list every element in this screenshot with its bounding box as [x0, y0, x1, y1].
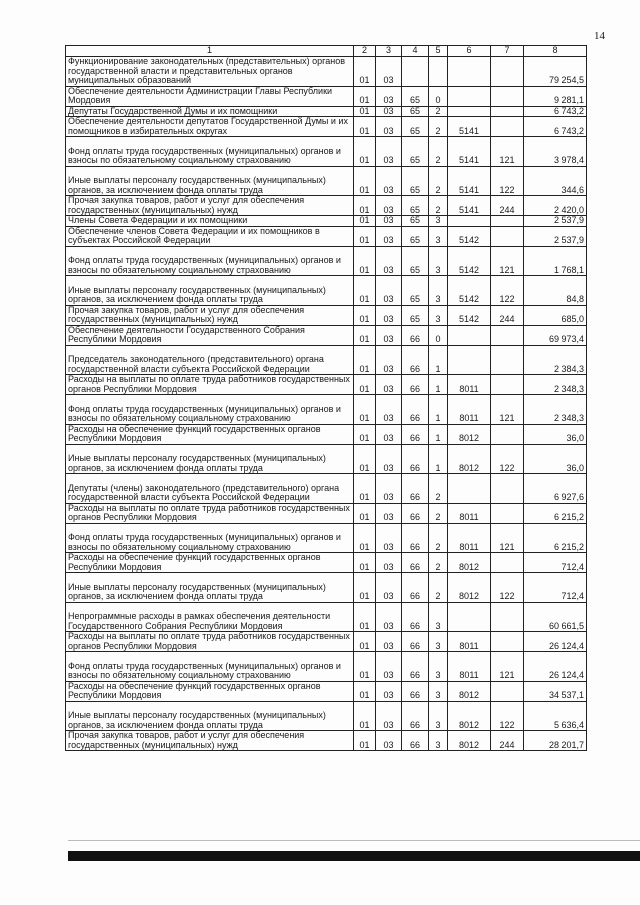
table-row — [66, 166, 587, 196]
section-code-cell: 01 — [354, 305, 376, 325]
program-code-cell: 65 — [402, 246, 429, 276]
program-code-cell: 65 — [402, 106, 429, 117]
table-row — [66, 681, 587, 701]
section-code-cell: 01 — [354, 345, 376, 375]
expense-type-cell: 122 — [491, 444, 524, 474]
amount-cell: 79 254,5 — [524, 57, 587, 87]
row-name-cell: Депутаты Государственной Думы и их помощники — [66, 106, 354, 117]
subsection-code-cell: 03 — [376, 632, 402, 652]
amount-cell: 6 927,6 — [524, 474, 587, 504]
subsection-code-cell: 03 — [376, 474, 402, 504]
row-name-cell: Иные выплаты персоналу государственных (муниципальных) органов, за исключением фонда оплаты труда — [66, 701, 354, 731]
page-number: 14 — [594, 30, 605, 42]
subprogram-code-cell: 3 — [429, 731, 448, 751]
expense-article-cell — [448, 325, 491, 345]
subprogram-code-cell — [429, 57, 448, 87]
program-code-cell: 66 — [402, 474, 429, 504]
expense-type-cell — [491, 553, 524, 573]
subsection-code-cell: 03 — [376, 652, 402, 682]
section-code-cell: 01 — [354, 731, 376, 751]
subprogram-code-cell: 2 — [429, 474, 448, 504]
section-code-cell: 01 — [354, 424, 376, 444]
subprogram-code-cell: 3 — [429, 246, 448, 276]
subprogram-code-cell: 3 — [429, 276, 448, 306]
subprogram-code-cell: 3 — [429, 701, 448, 731]
row-name-cell: Расходы на выплаты по оплате труда работников государственных органов Республики Мордовия — [66, 632, 354, 652]
expense-type-cell: 244 — [491, 305, 524, 325]
row-name-cell: Непрограммные расходы в рамках обеспечения деятельности Государственного Собрания Республики Мордовия — [66, 602, 354, 632]
program-code-cell: 65 — [402, 166, 429, 196]
subsection-code-cell: 03 — [376, 444, 402, 474]
subprogram-code-cell: 2 — [429, 553, 448, 573]
expense-type-cell: 121 — [491, 137, 524, 167]
row-name-cell: Расходы на обеспечение функций государственных органов Республики Мордовия — [66, 681, 354, 701]
section-code-cell: 01 — [354, 602, 376, 632]
subsection-code-cell: 03 — [376, 196, 402, 216]
amount-cell: 2 384,3 — [524, 345, 587, 375]
expense-type-cell: 244 — [491, 196, 524, 216]
amount-cell: 6 215,2 — [524, 523, 587, 553]
table-row — [66, 325, 587, 345]
section-code-cell: 01 — [354, 166, 376, 196]
program-code-cell: 65 — [402, 276, 429, 306]
table-row — [66, 246, 587, 276]
subprogram-code-cell: 0 — [429, 86, 448, 106]
expense-type-cell — [491, 681, 524, 701]
table-row — [66, 117, 587, 137]
expense-article-cell: 5142 — [448, 246, 491, 276]
table-row — [66, 305, 587, 325]
subsection-code-cell: 03 — [376, 375, 402, 395]
row-name-cell: Иные выплаты персоналу государственных (муниципальных) органов, за исключением фонда оплаты труда — [66, 573, 354, 603]
amount-cell: 712,4 — [524, 573, 587, 603]
row-name-cell: Расходы на обеспечение функций государственных органов Республики Мордовия — [66, 553, 354, 573]
amount-cell: 6 215,2 — [524, 503, 587, 523]
expense-article-cell: 8011 — [448, 652, 491, 682]
row-name-cell: Иные выплаты персоналу государственных (муниципальных) органов, за исключением фонда оплаты труда — [66, 444, 354, 474]
program-code-cell: 66 — [402, 731, 429, 751]
subsection-code-cell: 03 — [376, 573, 402, 603]
section-code-cell: 01 — [354, 106, 376, 117]
subprogram-code-cell: 2 — [429, 573, 448, 603]
row-name-cell: Обеспечение деятельности депутатов Государственной Думы и их помощников в избирательных округах — [66, 117, 354, 137]
table-row — [66, 474, 587, 504]
subsection-code-cell: 03 — [376, 86, 402, 106]
subsection-code-cell: 03 — [376, 246, 402, 276]
program-code-cell: 66 — [402, 602, 429, 632]
subsection-code-cell: 03 — [376, 395, 402, 425]
table-row — [66, 216, 587, 227]
table-row — [66, 57, 587, 87]
column-header: 6 — [448, 46, 491, 57]
subprogram-code-cell: 0 — [429, 325, 448, 345]
subprogram-code-cell: 2 — [429, 166, 448, 196]
expense-article-cell: 8011 — [448, 375, 491, 395]
expense-article-cell — [448, 86, 491, 106]
amount-cell: 2 348,3 — [524, 395, 587, 425]
expense-type-cell: 244 — [491, 731, 524, 751]
subsection-code-cell: 03 — [376, 345, 402, 375]
subprogram-code-cell: 3 — [429, 681, 448, 701]
amount-cell: 26 124,4 — [524, 632, 587, 652]
program-code-cell — [402, 57, 429, 87]
expense-type-cell: 122 — [491, 276, 524, 306]
program-code-cell: 66 — [402, 444, 429, 474]
row-name-cell: Прочая закупка товаров, работ и услуг для обеспечения государственных (муниципальных) нужд — [66, 731, 354, 751]
table-row — [66, 731, 587, 751]
subsection-code-cell: 03 — [376, 602, 402, 632]
section-code-cell: 01 — [354, 681, 376, 701]
subprogram-code-cell: 2 — [429, 106, 448, 117]
section-code-cell: 01 — [354, 226, 376, 246]
subprogram-code-cell: 3 — [429, 632, 448, 652]
amount-cell: 2 420,0 — [524, 196, 587, 216]
expense-type-cell — [491, 503, 524, 523]
expense-type-cell: 121 — [491, 395, 524, 425]
column-header: 1 — [66, 46, 354, 57]
table-header-row — [66, 46, 587, 57]
table-row — [66, 602, 587, 632]
program-code-cell: 66 — [402, 325, 429, 345]
expense-article-cell: 8012 — [448, 573, 491, 603]
row-name-cell: Обеспечение членов Совета Федерации и их помощников в субъектах Российской Федерации — [66, 226, 354, 246]
expense-article-cell — [448, 216, 491, 227]
section-code-cell: 01 — [354, 503, 376, 523]
column-header: 7 — [491, 46, 524, 57]
table-row — [66, 553, 587, 573]
subprogram-code-cell: 1 — [429, 444, 448, 474]
subsection-code-cell: 03 — [376, 681, 402, 701]
column-header: 2 — [354, 46, 376, 57]
amount-cell: 6 743,2 — [524, 117, 587, 137]
table-row — [66, 632, 587, 652]
table-row — [66, 573, 587, 603]
subprogram-code-cell: 3 — [429, 305, 448, 325]
amount-cell: 9 281,1 — [524, 86, 587, 106]
section-code-cell: 01 — [354, 395, 376, 425]
expense-type-cell: 122 — [491, 573, 524, 603]
expense-article-cell: 8012 — [448, 424, 491, 444]
amount-cell: 2 537,9 — [524, 226, 587, 246]
row-name-cell: Фонд оплаты труда государственных (муниципальных) органов и взносы по обязательному социальному страхованию — [66, 523, 354, 553]
row-name-cell: Расходы на обеспечение функций государственных органов Республики Мордовия — [66, 424, 354, 444]
amount-cell: 1 768,1 — [524, 246, 587, 276]
subsection-code-cell: 03 — [376, 325, 402, 345]
expense-article-cell: 5142 — [448, 305, 491, 325]
expense-article-cell: 5141 — [448, 196, 491, 216]
section-code-cell: 01 — [354, 196, 376, 216]
section-code-cell: 01 — [354, 246, 376, 276]
expense-article-cell: 8011 — [448, 523, 491, 553]
section-code-cell: 01 — [354, 523, 376, 553]
amount-cell: 36,0 — [524, 444, 587, 474]
section-code-cell: 01 — [354, 553, 376, 573]
expense-article-cell — [448, 57, 491, 87]
table-row — [66, 523, 587, 553]
expense-type-cell — [491, 474, 524, 504]
subprogram-code-cell: 1 — [429, 375, 448, 395]
section-code-cell: 01 — [354, 325, 376, 345]
expense-type-cell — [491, 57, 524, 87]
subsection-code-cell: 03 — [376, 57, 402, 87]
row-name-cell: Фонд оплаты труда государственных (муниципальных) органов и взносы по обязательному социальному страхованию — [66, 652, 354, 682]
expense-type-cell — [491, 375, 524, 395]
program-code-cell: 65 — [402, 216, 429, 227]
section-code-cell: 01 — [354, 375, 376, 395]
expense-article-cell: 8012 — [448, 444, 491, 474]
expense-article-cell: 8012 — [448, 731, 491, 751]
subprogram-code-cell: 2 — [429, 523, 448, 553]
amount-cell: 28 201,7 — [524, 731, 587, 751]
expense-article-cell: 8012 — [448, 701, 491, 731]
program-code-cell: 66 — [402, 681, 429, 701]
row-name-cell: Иные выплаты персоналу государственных (муниципальных) органов, за исключением фонда оплаты труда — [66, 166, 354, 196]
table-row — [66, 424, 587, 444]
expense-article-cell: 5142 — [448, 226, 491, 246]
expense-article-cell: 5141 — [448, 137, 491, 167]
table-row — [66, 137, 587, 167]
subprogram-code-cell: 2 — [429, 117, 448, 137]
subprogram-code-cell: 2 — [429, 196, 448, 216]
expense-article-cell: 8012 — [448, 553, 491, 573]
expense-type-cell — [491, 424, 524, 444]
program-code-cell: 66 — [402, 345, 429, 375]
expense-article-cell — [448, 106, 491, 117]
expense-type-cell — [491, 325, 524, 345]
program-code-cell: 65 — [402, 86, 429, 106]
subprogram-code-cell: 3 — [429, 226, 448, 246]
column-header: 4 — [402, 46, 429, 57]
subsection-code-cell: 03 — [376, 701, 402, 731]
expense-article-cell: 5142 — [448, 276, 491, 306]
subsection-code-cell: 03 — [376, 106, 402, 117]
row-name-cell: Функционирование законодательных (представительных) органов государственной власти и представительных органов муниципальных образований — [66, 57, 354, 87]
table-row — [66, 106, 587, 117]
program-code-cell: 66 — [402, 701, 429, 731]
expense-type-cell — [491, 632, 524, 652]
section-code-cell: 01 — [354, 573, 376, 603]
expense-type-cell — [491, 602, 524, 632]
table-row — [66, 444, 587, 474]
expense-type-cell: 122 — [491, 166, 524, 196]
amount-cell: 84,8 — [524, 276, 587, 306]
expense-article-cell — [448, 474, 491, 504]
expense-type-cell: 121 — [491, 246, 524, 276]
amount-cell: 69 973,4 — [524, 325, 587, 345]
scan-edge-line — [68, 840, 640, 841]
section-code-cell: 01 — [354, 86, 376, 106]
program-code-cell: 66 — [402, 632, 429, 652]
row-name-cell: Обеспечение деятельности Администрации Главы Республики Мордовия — [66, 86, 354, 106]
column-header: 5 — [429, 46, 448, 57]
row-name-cell: Фонд оплаты труда государственных (муниципальных) органов и взносы по обязательному социальному страхованию — [66, 395, 354, 425]
expense-type-cell — [491, 345, 524, 375]
amount-cell: 34 537,1 — [524, 681, 587, 701]
amount-cell: 2 537,9 — [524, 216, 587, 227]
row-name-cell: Расходы на выплаты по оплате труда работников государственных органов Республики Мордовия — [66, 503, 354, 523]
expense-article-cell: 8011 — [448, 503, 491, 523]
section-code-cell: 01 — [354, 444, 376, 474]
column-header: 8 — [524, 46, 587, 57]
program-code-cell: 65 — [402, 137, 429, 167]
subsection-code-cell: 03 — [376, 137, 402, 167]
table-row — [66, 503, 587, 523]
subsection-code-cell: 03 — [376, 305, 402, 325]
expense-article-cell: 8011 — [448, 395, 491, 425]
subsection-code-cell: 03 — [376, 731, 402, 751]
program-code-cell: 65 — [402, 305, 429, 325]
amount-cell: 60 661,5 — [524, 602, 587, 632]
program-code-cell: 66 — [402, 503, 429, 523]
row-name-cell: Прочая закупка товаров, работ и услуг для обеспечения государственных (муниципальных) нужд — [66, 196, 354, 216]
program-code-cell: 66 — [402, 573, 429, 603]
table-row — [66, 375, 587, 395]
table-row — [66, 395, 587, 425]
row-name-cell: Обеспечение деятельности Государственного Собрания Республики Мордовия — [66, 325, 354, 345]
subprogram-code-cell: 1 — [429, 345, 448, 375]
table-row — [66, 86, 587, 106]
table-row — [66, 701, 587, 731]
expense-article-cell: 5141 — [448, 117, 491, 137]
subprogram-code-cell: 3 — [429, 652, 448, 682]
program-code-cell: 66 — [402, 375, 429, 395]
section-code-cell: 01 — [354, 57, 376, 87]
expense-article-cell: 5141 — [448, 166, 491, 196]
subprogram-code-cell: 2 — [429, 503, 448, 523]
program-code-cell: 66 — [402, 395, 429, 425]
expense-type-cell — [491, 216, 524, 227]
section-code-cell: 01 — [354, 474, 376, 504]
amount-cell: 3 978,4 — [524, 137, 587, 167]
section-code-cell: 01 — [354, 652, 376, 682]
subsection-code-cell: 03 — [376, 117, 402, 137]
subprogram-code-cell: 2 — [429, 137, 448, 167]
program-code-cell: 66 — [402, 652, 429, 682]
budget-table — [65, 45, 587, 751]
table-row — [66, 226, 587, 246]
expense-type-cell: 121 — [491, 523, 524, 553]
section-code-cell: 01 — [354, 216, 376, 227]
expense-type-cell — [491, 106, 524, 117]
row-name-cell: Прочая закупка товаров, работ и услуг для обеспечения государственных (муниципальных) нужд — [66, 305, 354, 325]
row-name-cell: Члены Совета Федерации и их помощники — [66, 216, 354, 227]
program-code-cell: 66 — [402, 553, 429, 573]
amount-cell: 36,0 — [524, 424, 587, 444]
column-header: 3 — [376, 46, 402, 57]
program-code-cell: 65 — [402, 117, 429, 137]
section-code-cell: 01 — [354, 117, 376, 137]
section-code-cell: 01 — [354, 632, 376, 652]
row-name-cell: Фонд оплаты труда государственных (муниципальных) органов и взносы по обязательному социальному страхованию — [66, 137, 354, 167]
amount-cell: 2 348,3 — [524, 375, 587, 395]
subsection-code-cell: 03 — [376, 424, 402, 444]
subsection-code-cell: 03 — [376, 226, 402, 246]
subsection-code-cell: 03 — [376, 216, 402, 227]
subprogram-code-cell: 3 — [429, 216, 448, 227]
expense-type-cell — [491, 86, 524, 106]
amount-cell: 344,6 — [524, 166, 587, 196]
section-code-cell: 01 — [354, 137, 376, 167]
section-code-cell: 01 — [354, 701, 376, 731]
program-code-cell: 66 — [402, 424, 429, 444]
subsection-code-cell: 03 — [376, 276, 402, 306]
row-name-cell: Иные выплаты персоналу государственных (муниципальных) органов, за исключением фонда оплаты труда — [66, 276, 354, 306]
subprogram-code-cell: 3 — [429, 602, 448, 632]
table-row — [66, 652, 587, 682]
row-name-cell: Фонд оплаты труда государственных (муниципальных) органов и взносы по обязательному социальному страхованию — [66, 246, 354, 276]
program-code-cell: 66 — [402, 523, 429, 553]
subprogram-code-cell: 1 — [429, 424, 448, 444]
row-name-cell: Председатель законодательного (представительного) органа государственной власти субъекта Российской Федерации — [66, 345, 354, 375]
subsection-code-cell: 03 — [376, 553, 402, 573]
amount-cell: 5 636,4 — [524, 701, 587, 731]
subsection-code-cell: 03 — [376, 523, 402, 553]
table-row — [66, 345, 587, 375]
subprogram-code-cell: 1 — [429, 395, 448, 425]
scan-edge-bar — [68, 851, 640, 861]
expense-article-cell — [448, 602, 491, 632]
expense-type-cell — [491, 226, 524, 246]
section-code-cell: 01 — [354, 276, 376, 306]
table-row — [66, 276, 587, 306]
program-code-cell: 65 — [402, 196, 429, 216]
amount-cell: 6 743,2 — [524, 106, 587, 117]
expense-type-cell: 121 — [491, 652, 524, 682]
expense-article-cell: 8012 — [448, 681, 491, 701]
expense-article-cell: 8011 — [448, 632, 491, 652]
program-code-cell: 65 — [402, 226, 429, 246]
row-name-cell: Депутаты (члены) законодательного (представительного) органа государственной власти субъекта Российской Федерации — [66, 474, 354, 504]
row-name-cell: Расходы на выплаты по оплате труда работников государственных органов Республики Мордовия — [66, 375, 354, 395]
subsection-code-cell: 03 — [376, 503, 402, 523]
amount-cell: 685,0 — [524, 305, 587, 325]
amount-cell: 712,4 — [524, 553, 587, 573]
table-row — [66, 196, 587, 216]
subsection-code-cell: 03 — [376, 166, 402, 196]
expense-article-cell — [448, 345, 491, 375]
expense-type-cell: 122 — [491, 701, 524, 731]
amount-cell: 26 124,4 — [524, 652, 587, 682]
expense-type-cell — [491, 117, 524, 137]
